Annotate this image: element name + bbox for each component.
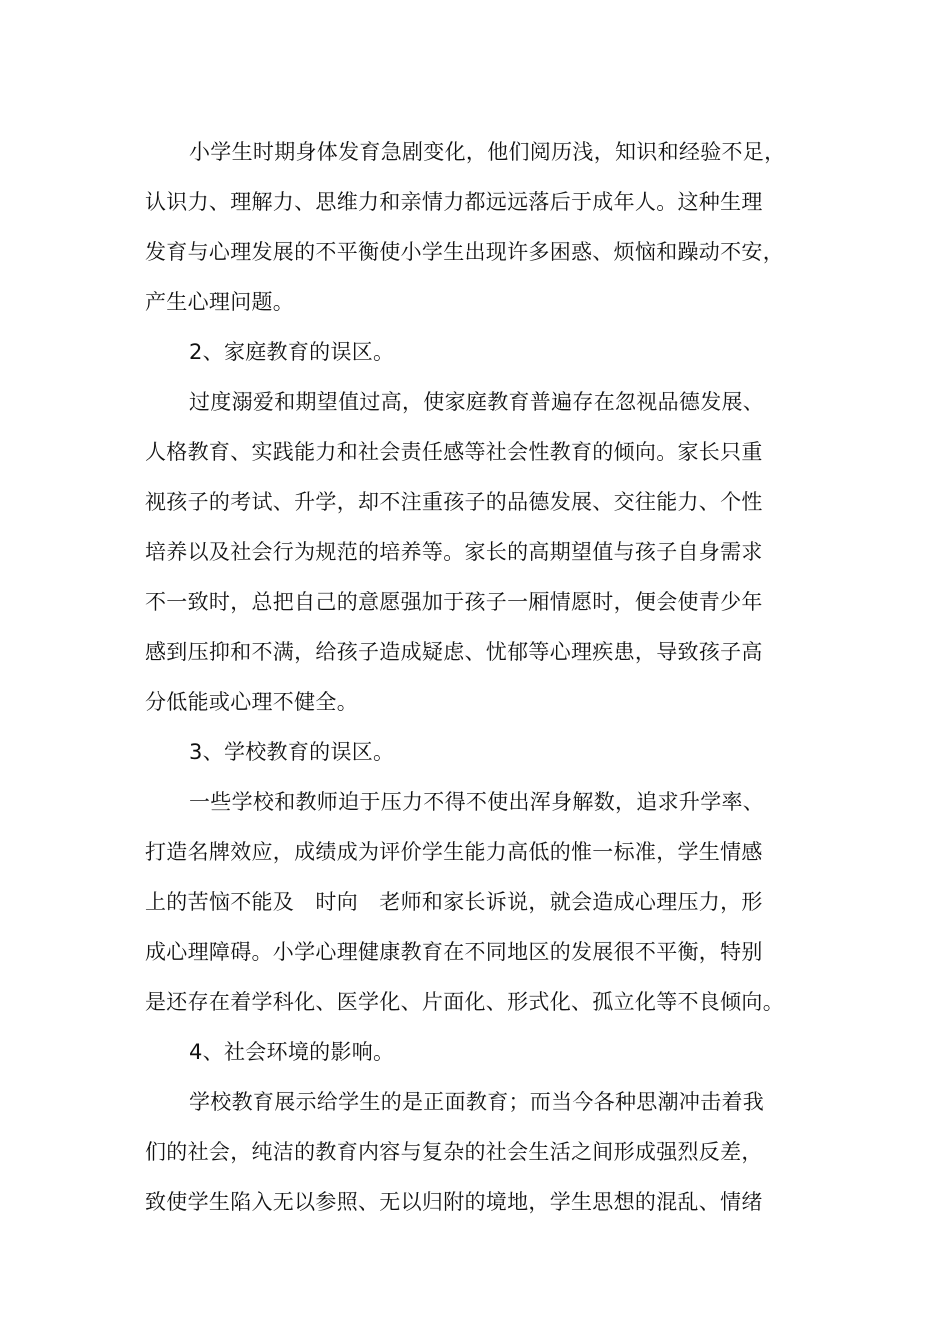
- paragraph-line: 们的社会，纯洁的教育内容与复杂的社会生活之间形成强烈反差，: [145, 1140, 763, 1164]
- paragraph-line: 学校教育展示给学生的是正面教育；而当今各种思潮冲击着我: [189, 1090, 765, 1114]
- paragraph-line: 一些学校和教师迫于压力不得不使出浑身解数，追求升学率、: [189, 790, 765, 814]
- paragraph-line: 人格教育、实践能力和社会责任感等社会性教育的倾向。家长只重: [145, 440, 763, 464]
- paragraph-line: 上的苦恼不能及 时向 老师和家长诉说，就会造成心理压力，形: [145, 890, 763, 914]
- document-body: [145, 127, 810, 1227]
- paragraph-line: 感到压抑和不满，给孩子造成疑虑、忧郁等心理疾患，导致孩子高: [145, 640, 763, 664]
- section-heading: 4、社会环境的影响。: [189, 1040, 395, 1064]
- section-heading: 2、家庭教育的误区。: [189, 340, 395, 364]
- section-heading: 3、学校教育的误区。: [189, 740, 395, 764]
- paragraph-line: 打造名牌效应，成绩成为评价学生能力高低的惟一标准，学生情感: [145, 840, 763, 864]
- paragraph-line: 致使学生陷入无以参照、无以归附的境地，学生思想的混乱、情绪: [145, 1190, 763, 1214]
- paragraph-line: 认识力、理解力、思维力和亲情力都远远落后于成年人。这种生理: [145, 190, 763, 214]
- paragraph-line: 是还存在着学科化、医学化、片面化、形式化、孤立化等不良倾向。: [145, 990, 784, 1014]
- paragraph-line: 视孩子的考试、升学，却不注重孩子的品德发展、交往能力、个性: [145, 490, 763, 514]
- paragraph-line: 成心理障碍。小学心理健康教育在不同地区的发展很不平衡，特别: [145, 940, 763, 964]
- paragraph-line: 不一致时，总把自己的意愿强加于孩子一厢情愿时，便会使青少年: [145, 590, 763, 614]
- paragraph-line: 产生心理问题。: [145, 290, 295, 314]
- paragraph-line: 小学生时期身体发育急剧变化，他们阅历浅，知识和经验不足，: [189, 140, 786, 164]
- paragraph-line: 培养以及社会行为规范的培养等。家长的高期望值与孩子自身需求: [145, 540, 763, 564]
- paragraph-line: 分低能或心理不健全。: [145, 690, 358, 714]
- paragraph-line: 过度溺爱和期望值过高，使家庭教育普遍存在忽视品德发展、: [189, 390, 765, 414]
- paragraph-line: 发育与心理发展的不平衡使小学生出现许多困惑、烦恼和躁动不安，: [145, 240, 784, 264]
